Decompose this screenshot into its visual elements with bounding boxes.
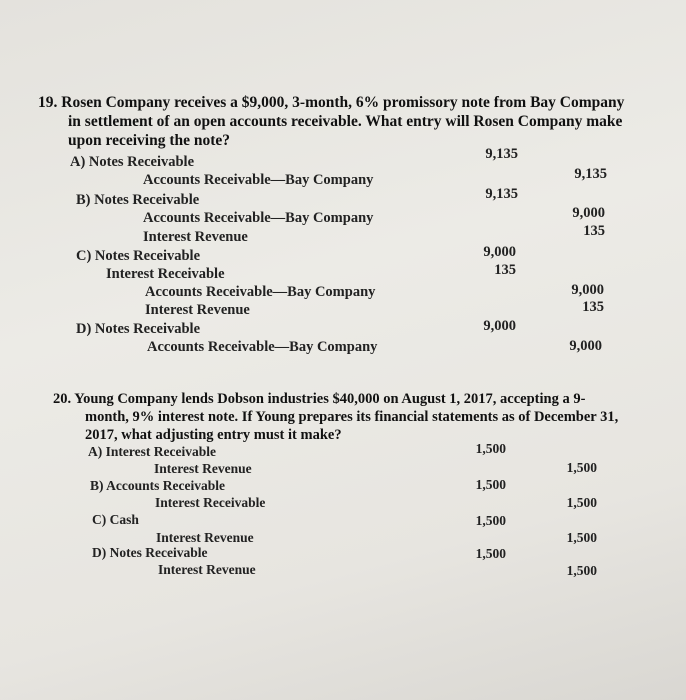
q19-stem-line-1: 19. Rosen Company receives a $9,000, 3-month, 6% promissory note from Bay Company: [38, 94, 625, 111]
q20-stem-line-1: 20. Young Company lends Dobson industries $40,000 on August 1, 2017, accepting a 9-: [53, 391, 586, 407]
q19-option-c-debit-account-2: Interest Receivable: [106, 266, 225, 282]
q19-option-c-debit-amount-2: 135: [494, 262, 516, 278]
q19-option-a-credit-amount: 9,135: [574, 166, 607, 182]
q20-option-d-debit-account: D) Notes Receivable: [92, 545, 208, 560]
q19-option-c-credit-amount-2: 135: [582, 299, 604, 315]
q20-option-a-credit-amount: 1,500: [566, 460, 597, 475]
q19-option-a-debit-account: A) Notes Receivable: [70, 154, 195, 170]
q19-option-c-credit-account-2: Interest Revenue: [145, 302, 250, 318]
q20-option-a-debit-amount: 1,500: [475, 441, 506, 456]
q20-stem-line-2: month, 9% interest note. If Young prepares its financial statements as of December 31,: [85, 409, 619, 425]
q20-option-a-credit-account: Interest Revenue: [154, 461, 252, 476]
q20-option-b-debit-account: B) Accounts Receivable: [90, 478, 225, 493]
q20-option-b-credit-account: Interest Receivable: [155, 495, 266, 510]
q19-option-d-debit-account: D) Notes Receivable: [76, 321, 201, 337]
q20-option-d-credit-amount: 1,500: [566, 563, 597, 578]
q20-stem-line-3: 2017, what adjusting entry must it make?: [85, 427, 342, 443]
q19-option-d-debit-amount: 9,000: [483, 318, 516, 334]
q19-option-a-credit-account: Accounts Receivable—Bay Company: [143, 172, 374, 188]
q20-option-c-credit-account: Interest Revenue: [156, 530, 254, 545]
q19-stem-line-2: in settlement of an open accounts receivable. What entry will Rosen Company make: [68, 113, 623, 130]
q19-option-c-credit-amount-1: 9,000: [571, 282, 604, 298]
q20-option-c-credit-amount: 1,500: [566, 530, 597, 545]
q19-option-c-debit-amount-1: 9,000: [483, 244, 516, 260]
q19-option-b-debit-account: B) Notes Receivable: [76, 192, 200, 208]
q19-option-d-credit-account: Accounts Receivable—Bay Company: [147, 339, 378, 355]
q20-option-b-credit-amount: 1,500: [566, 495, 597, 510]
q20-option-c-debit-amount: 1,500: [475, 513, 506, 528]
q19-option-b-debit-amount: 9,135: [485, 186, 518, 202]
q20-option-d-debit-amount: 1,500: [475, 546, 506, 561]
q20-option-d-credit-account: Interest Revenue: [158, 562, 256, 577]
q19-option-b-credit-account-2: Interest Revenue: [143, 229, 248, 245]
q20-option-b-debit-amount: 1,500: [475, 477, 506, 492]
q19-stem-line-3: upon receiving the note?: [68, 132, 231, 149]
q19-option-c-debit-account-1: C) Notes Receivable: [76, 248, 201, 264]
q19-option-c-credit-account-1: Accounts Receivable—Bay Company: [145, 284, 376, 300]
q19-option-b-credit-account-1: Accounts Receivable—Bay Company: [143, 210, 374, 226]
q19-option-a-debit-amount: 9,135: [485, 146, 518, 162]
q20-option-c-debit-account: C) Cash: [92, 512, 139, 527]
q20-option-a-debit-account: A) Interest Receivable: [88, 444, 216, 459]
q19-option-d-credit-amount: 9,000: [569, 338, 602, 354]
q19-option-b-credit-amount-1: 9,000: [572, 205, 605, 221]
q19-option-b-credit-amount-2: 135: [583, 223, 605, 239]
